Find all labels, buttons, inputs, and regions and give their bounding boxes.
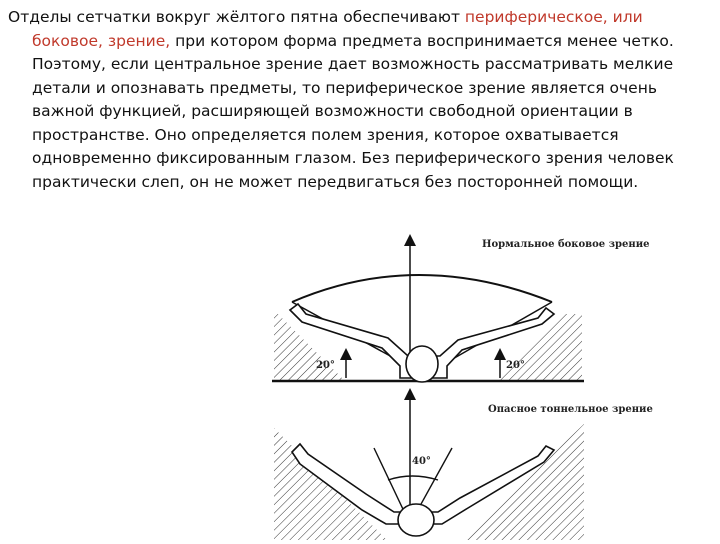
highlighted-term: боковое, зрение, [32, 31, 171, 50]
text-line: Поэтому, если центральное зрение дает возможность рассматривать мелкие [32, 55, 674, 73]
caption-normal-vision: Нормальное боковое зрение [482, 239, 650, 250]
angle-label-left: 20° [316, 360, 335, 371]
vision-field-illustration [262, 228, 682, 540]
text-line [8, 30, 714, 54]
text-line: пространстве. Оно определяется полем зрения, которое охватывается [32, 125, 619, 144]
field-arc [292, 275, 552, 302]
vision-diagram-svg [262, 228, 682, 540]
text-line: практически слеп, он не может передвигаться без посторонней помощи. [32, 172, 639, 191]
head-shape [398, 504, 434, 536]
angle-label-right: 20° [506, 360, 525, 371]
caption-tunnel-vision: Опасное тоннельное зрение [488, 404, 653, 415]
tunnel-angle-arc [388, 476, 438, 480]
article-paragraph [8, 6, 714, 194]
angle-label-tunnel: 40° [412, 456, 431, 467]
head-shape [406, 346, 438, 382]
text-span: Отделы сетчатки вокруг жёлтого пятна обеспечивают [8, 8, 465, 26]
text-span: при котором форма предмета воспринимается менее четко. [170, 31, 674, 50]
right-tunnel-zone [462, 424, 584, 540]
text-line [8, 6, 714, 30]
text-line: детали и опознавать предметы, то периферическое зрение является очень [32, 78, 657, 97]
text-line: важной функцией, расширяющей возможности свободной ориентации в [32, 102, 633, 120]
text-line: одновременно фиксированным глазом. Без периферического зрения человек [32, 149, 674, 167]
tunnel-vision-diagram [274, 394, 584, 540]
highlighted-term: периферическое, или [464, 8, 643, 26]
